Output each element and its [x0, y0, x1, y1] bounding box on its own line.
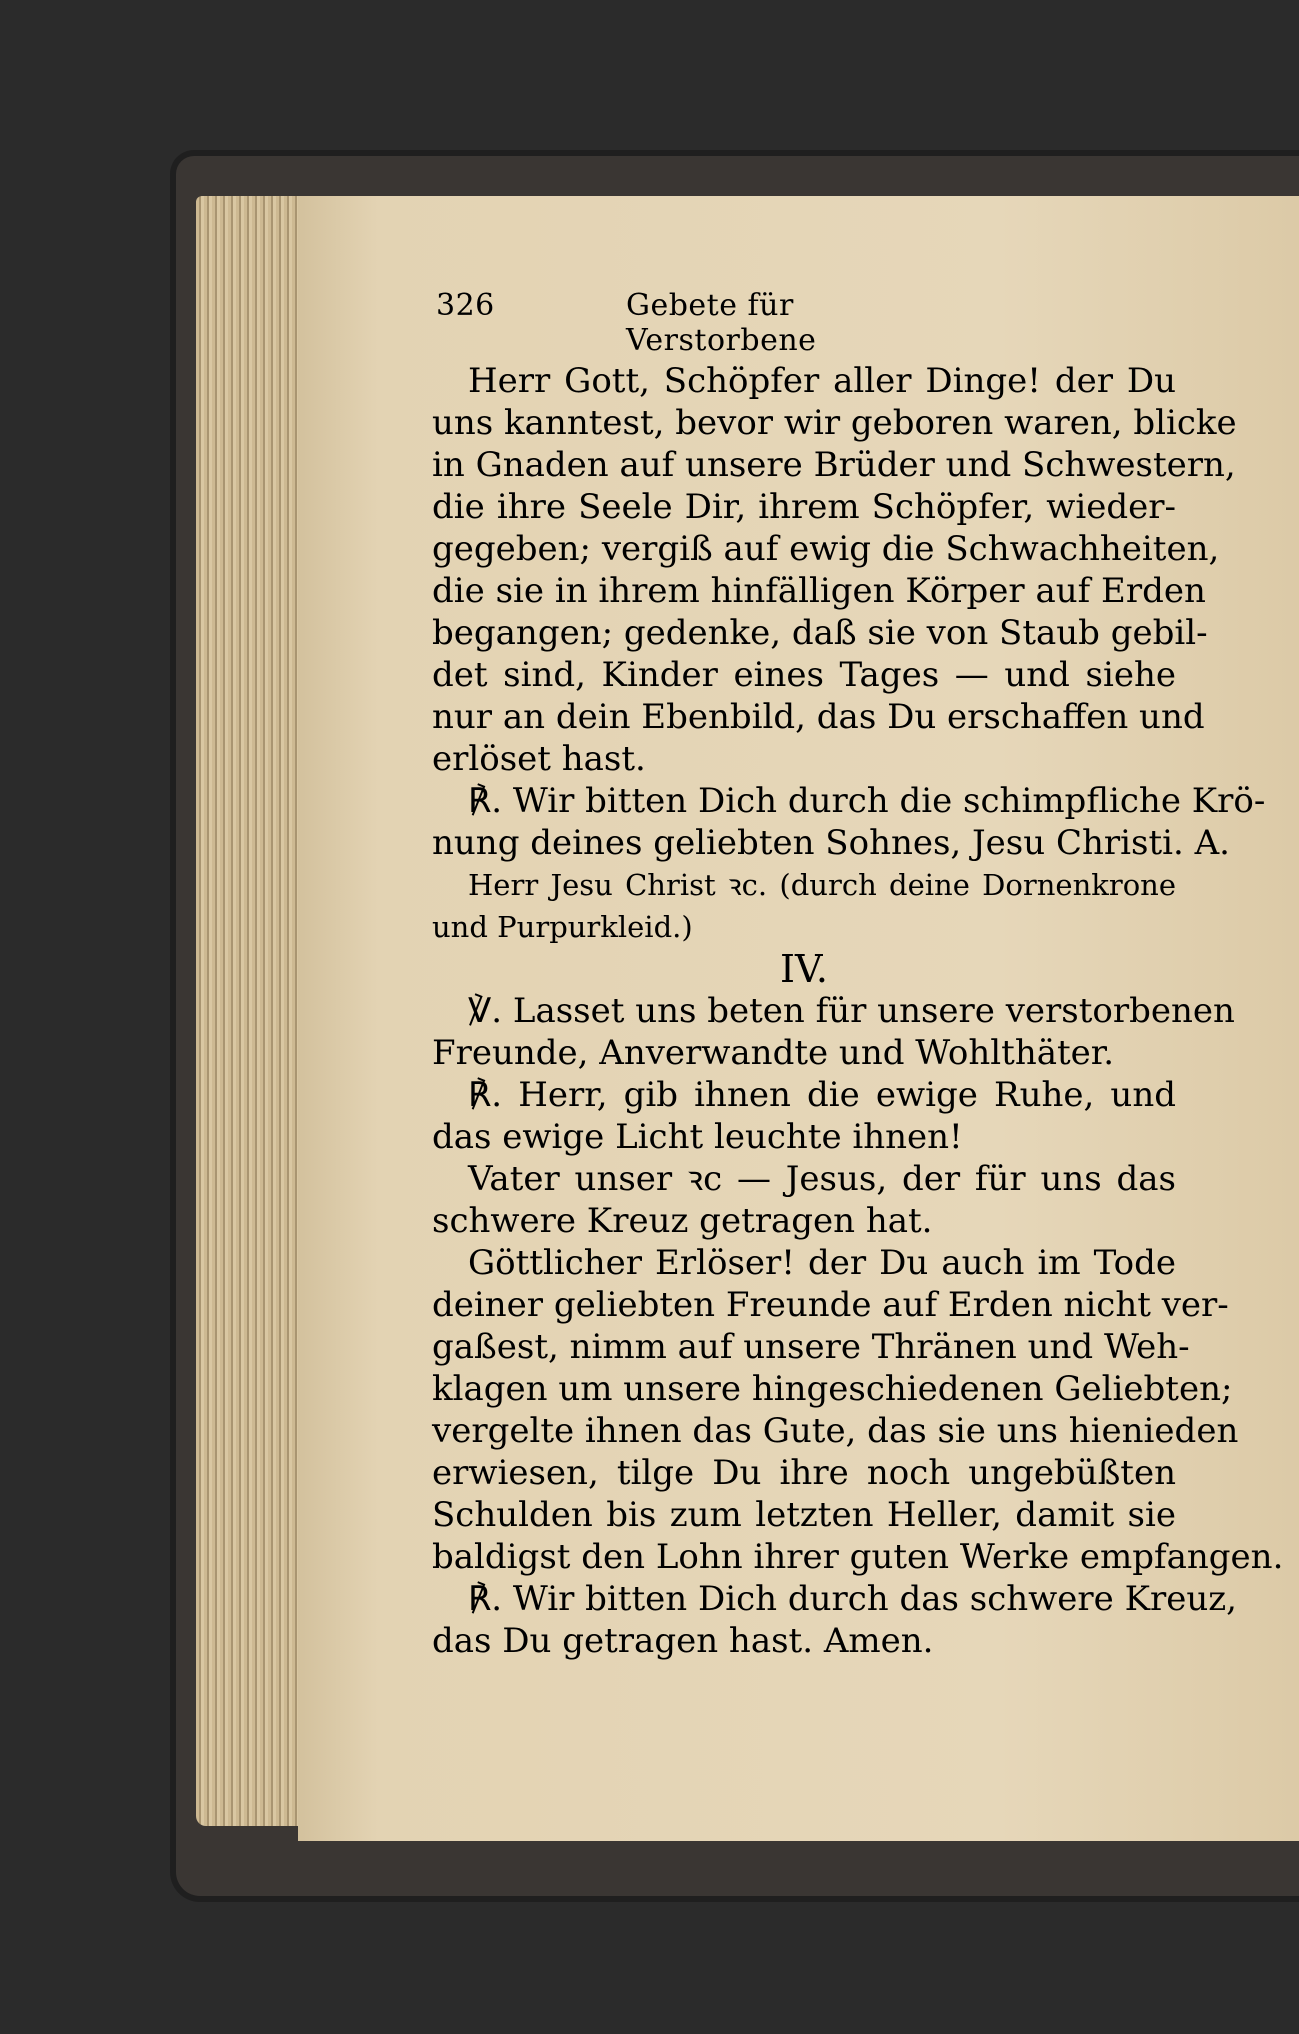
page-edges [196, 196, 300, 1826]
text-line: vergelte ihnen das Gute, das sie uns hienieden [432, 1411, 1239, 1451]
prayer-text [432, 360, 1284, 1662]
response-line: ℟. Wir bitten Dich durch die schimpfliche Krö- [468, 781, 1266, 821]
running-title: Gebete für Verstorbene [626, 288, 817, 358]
text-line: gegeben; vergiß auf ewig die Schwachheiten, [432, 529, 1220, 569]
section-heading: IV. [780, 947, 828, 991]
response-line: ℟. Wir bitten Dich durch das schwere Kreuz, [468, 1579, 1237, 1619]
response-line: das ewige Licht leuchte ihnen! [432, 1117, 963, 1157]
text-line: Vater unser ꝛc — Jesus, der für uns das [468, 1159, 1176, 1199]
text-line: schwere Kreuz getragen hat. [432, 1201, 933, 1241]
versicle-line: ℣. Lasset uns beten für unsere verstorbenen [468, 991, 1235, 1031]
text-line: det sind, Kinder eines Tages — und siehe [432, 655, 1176, 695]
text-line: die ihre Seele Dir, ihrem Schöpfer, wieder- [432, 487, 1176, 527]
response-line: das Du getragen hast. Amen. [432, 1621, 934, 1661]
text-line: begangen; gedenke, daß sie von Staub gebil- [432, 613, 1208, 653]
rubric-line: und Purpurkleid.) [432, 910, 693, 944]
text-line: Herr Gott, Schöpfer aller Dinge! der Du [468, 361, 1176, 401]
page-number: 326 [436, 288, 495, 323]
text-line: erwiesen, tilge Du ihre noch ungebüßten [432, 1453, 1176, 1493]
text-line: baldigst den Lohn ihrer guten Werke empfangen. [432, 1537, 1284, 1577]
text-line: uns kanntest, bevor wir geboren waren, blicke [432, 403, 1237, 443]
text-line: erlöset hast. [432, 739, 646, 779]
text-line: Göttlicher Erlöser! der Du auch im Tode [468, 1243, 1176, 1283]
page-header [436, 288, 992, 358]
response-line: ℟. Herr, gib ihnen die ewige Ruhe, und [468, 1075, 1176, 1115]
versicle-line: Freunde, Anverwandte und Wohlthäter. [432, 1033, 1115, 1073]
text-line: klagen um unsere hingeschiedenen Geliebten; [432, 1369, 1233, 1409]
text-line: nur an dein Ebenbild, das Du erschaffen und [432, 697, 1205, 737]
text-line: deiner geliebten Freunde auf Erden nicht ver- [432, 1285, 1229, 1325]
rubric-line: Herr Jesu Christ ꝛc. (durch deine Dornenkrone [468, 868, 1176, 902]
text-line: die sie in ihrem hinfälligen Körper auf Erden [432, 571, 1206, 611]
response-line: nung deines geliebten Sohnes, Jesu Christi. A. [432, 823, 1230, 863]
text-line: Schulden bis zum letzten Heller, damit sie [432, 1495, 1176, 1535]
text-line: in Gnaden auf unsere Brüder und Schwestern, [432, 445, 1236, 485]
text-line: gaßest, nimm auf unsere Thränen und Weh- [432, 1327, 1190, 1367]
